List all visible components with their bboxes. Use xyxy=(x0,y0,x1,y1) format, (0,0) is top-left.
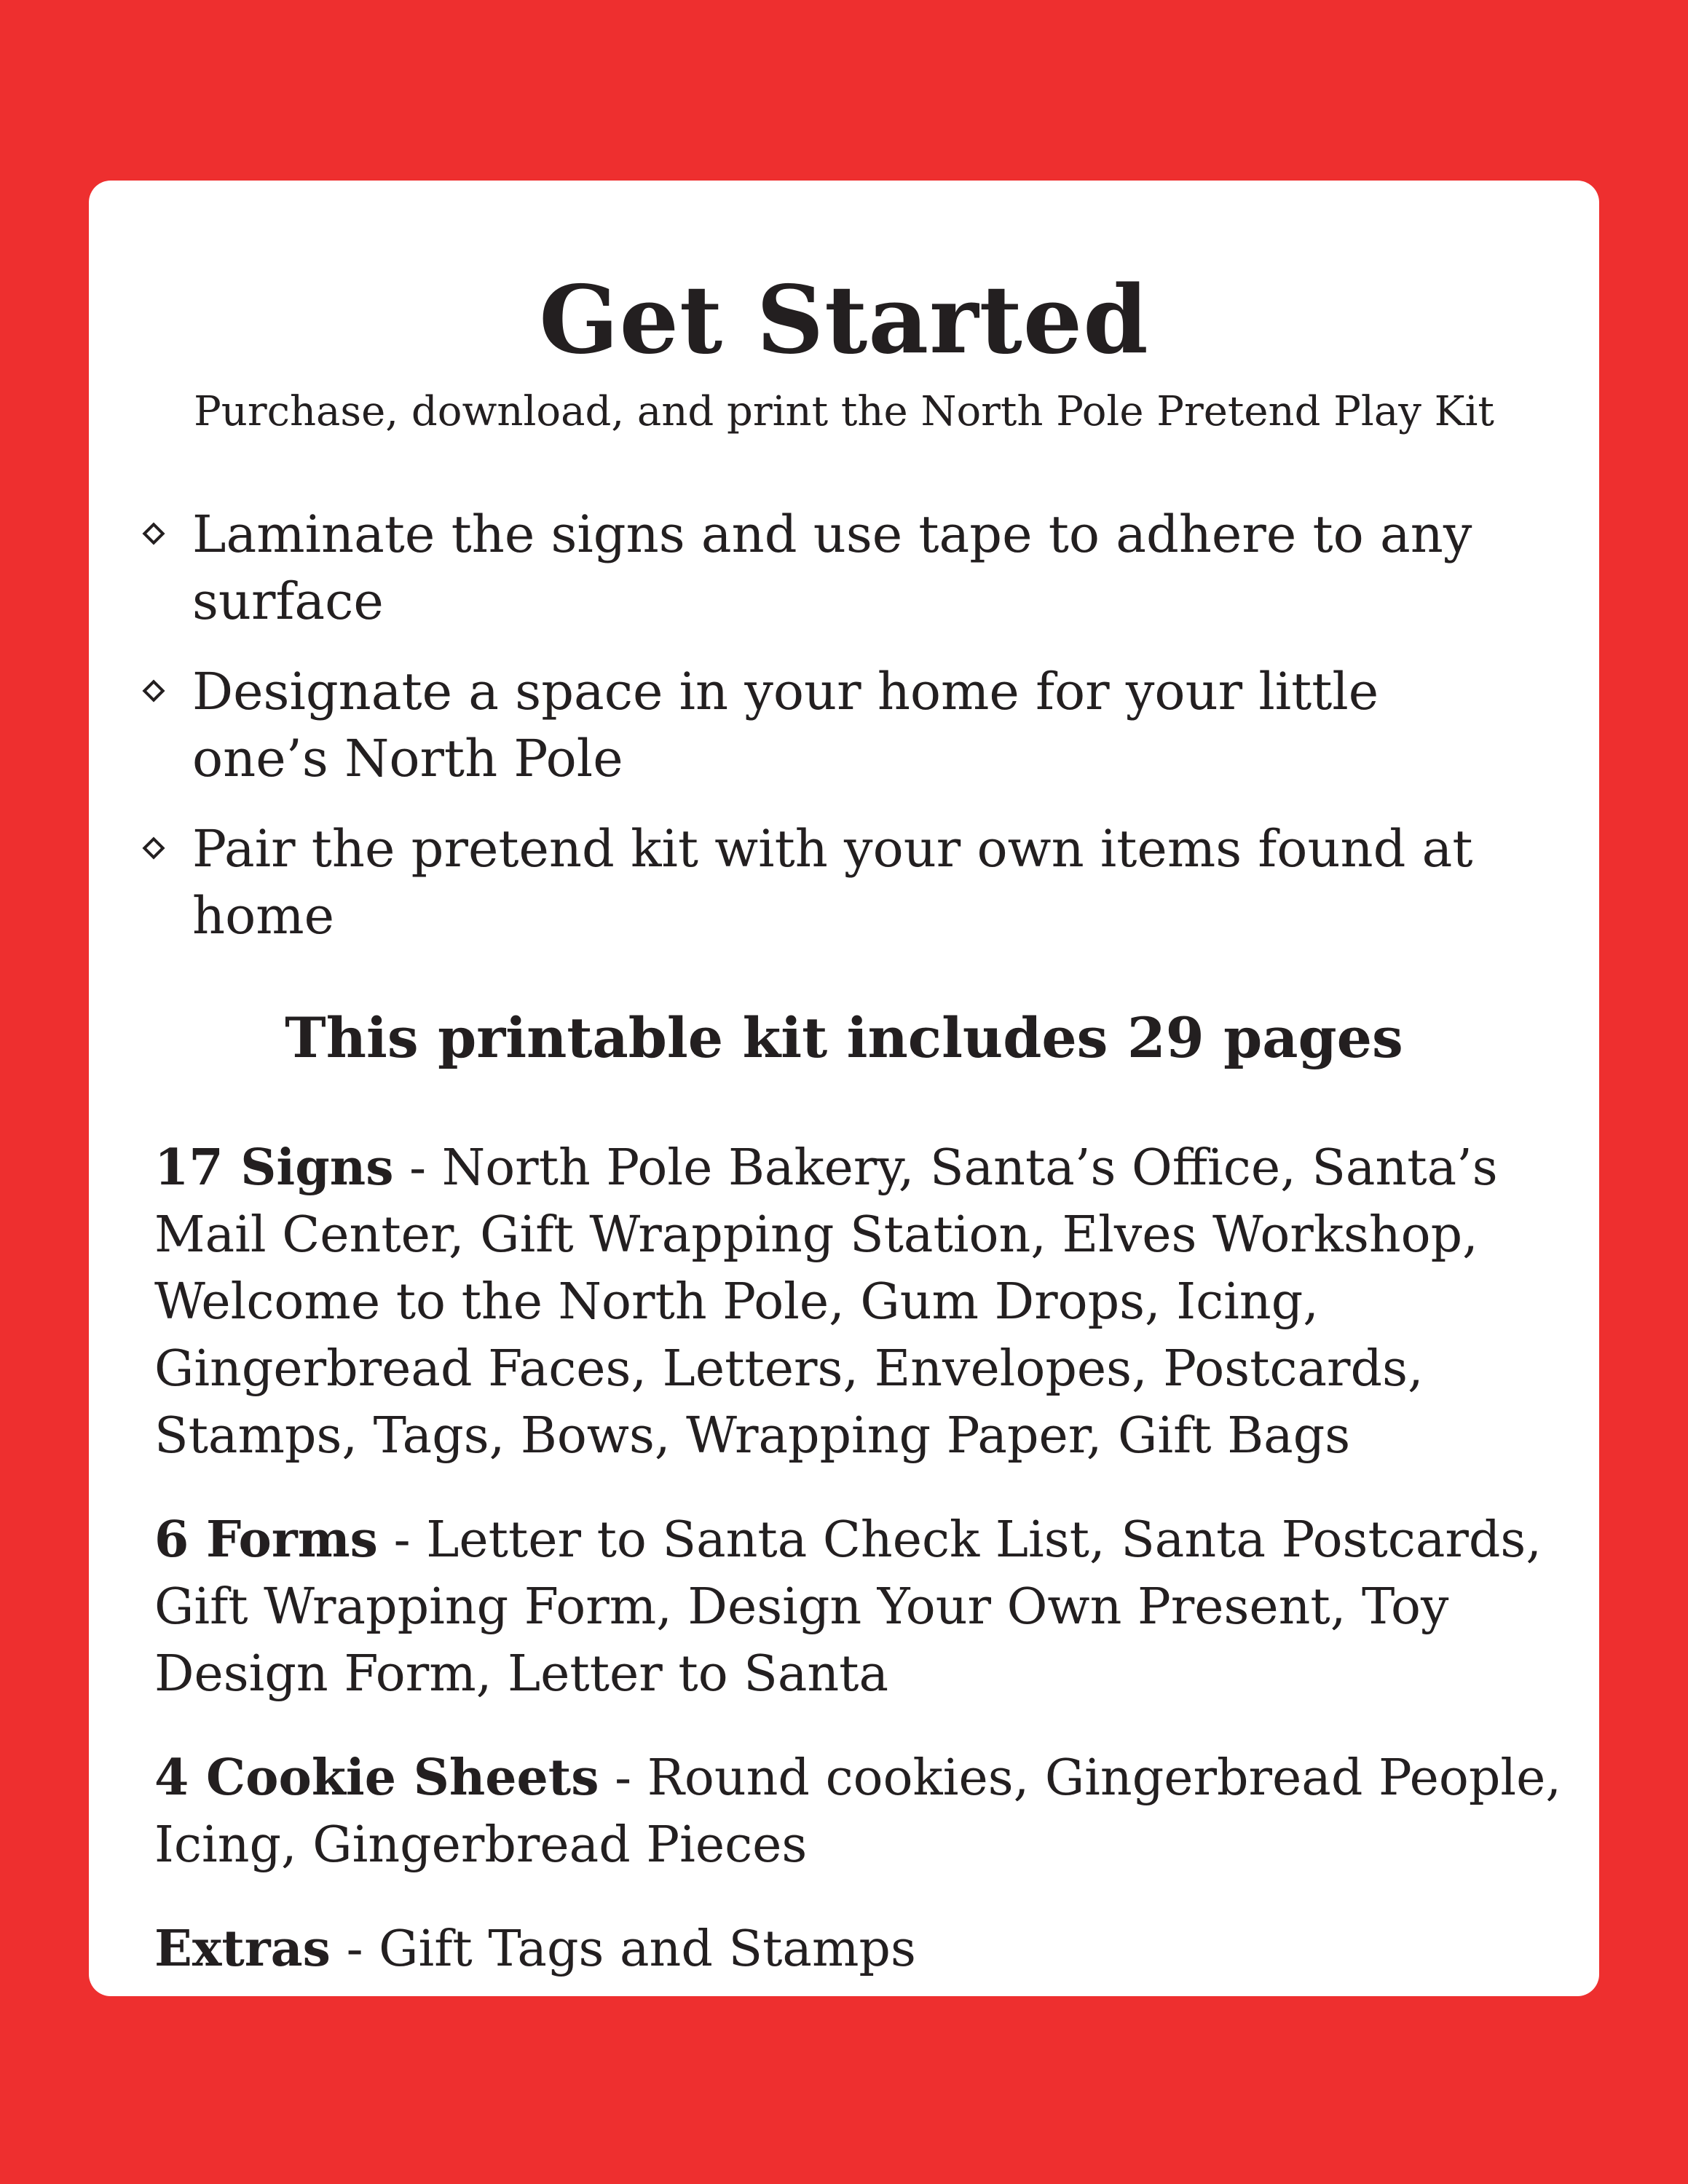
contents-items: Round cookies, Gingerbread People, Icing, Gingerbread Pieces xyxy=(154,1749,1561,1874)
contents-separator: - xyxy=(377,1511,427,1569)
step-item xyxy=(141,658,1525,792)
step-item xyxy=(141,501,1525,635)
diamond-bullet-icon xyxy=(142,836,165,859)
contents-forms xyxy=(154,1506,1582,1708)
contents-label: 17 Signs xyxy=(154,1139,394,1197)
contents-separator: - xyxy=(330,1920,379,1978)
page-subtitle: Purchase, download, and print the North Pole Pretend Play Kit xyxy=(194,388,1494,435)
contents-separator: - xyxy=(599,1749,647,1807)
kit-contents xyxy=(154,1134,1582,2019)
step-text: Pair the pretend kit with your own items found at home xyxy=(192,819,1473,946)
contents-cookie-sheets xyxy=(154,1744,1582,1879)
contents-items: Gift Tags and Stamps xyxy=(379,1920,916,1978)
contents-extras xyxy=(154,1915,1582,1983)
contents-label: 4 Cookie Sheets xyxy=(154,1749,599,1807)
contents-items: Letter to Santa Check List, Santa Postcards, Gift Wrapping Form, Design Your Own Present, Toy Design Form, Letter to Santa xyxy=(154,1511,1542,1703)
step-text: Designate a space in your home for your little one’s North Pole xyxy=(192,662,1379,788)
content-card xyxy=(89,181,1599,1996)
diamond-bullet-icon xyxy=(142,679,165,702)
diamond-bullet-icon xyxy=(142,522,165,545)
contents-items: North Pole Bakery, Santa’s Office, Santa’s Mail Center, Gift Wrapping Station, Elves Workshop, Welcome to the North Pole, Gum Drops, Icing, Gingerbread Faces, Letters, Envelopes, Postcards, Stamps, Tags, Bows, Wrapping Paper, Gift Bags xyxy=(154,1139,1498,1465)
contents-separator: - xyxy=(393,1139,442,1197)
page-title: Get Started xyxy=(539,266,1149,375)
steps-list xyxy=(141,501,1525,973)
step-text: Laminate the signs and use tape to adhere to any surface xyxy=(192,505,1472,631)
contents-label: 6 Forms xyxy=(154,1511,378,1569)
contents-signs xyxy=(154,1134,1582,1470)
step-item xyxy=(141,815,1525,949)
includes-heading: This printable kit includes 29 pages xyxy=(285,1005,1403,1070)
contents-label: Extras xyxy=(154,1920,331,1978)
